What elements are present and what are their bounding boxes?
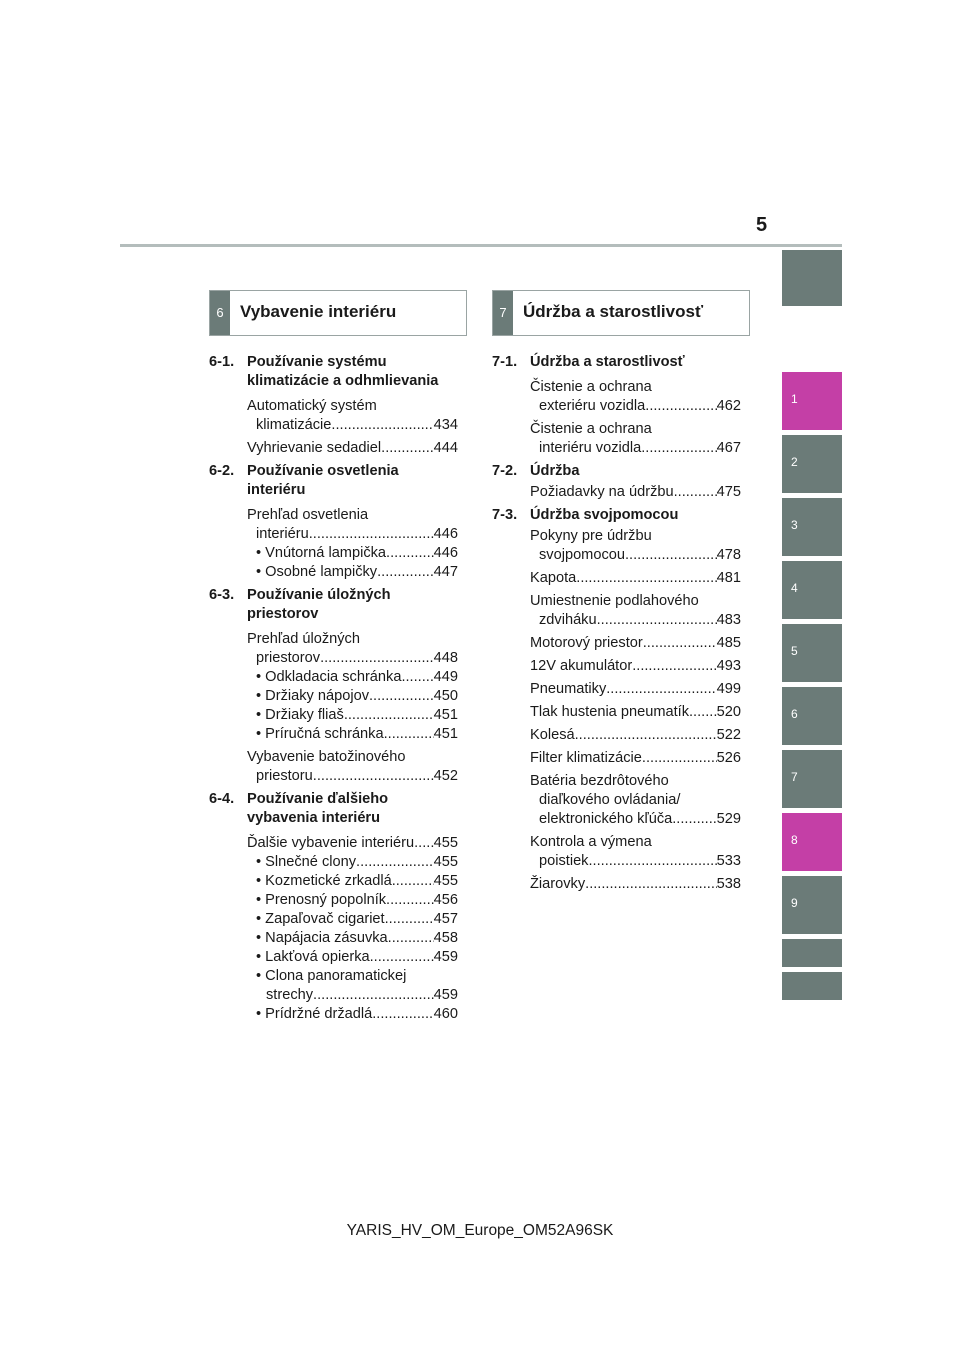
toc-entry[interactable]: Prehľad úložných priestorov ..... 448 [247, 630, 458, 668]
chapter-tab-5[interactable]: 5 [782, 624, 842, 682]
toc-entry[interactable]: Tlak hustenia pneumatík ..... 520 [530, 703, 741, 722]
chapter-tab-1[interactable]: 1 [782, 372, 842, 430]
toc-subentry[interactable]: • Slnečné clony ..... 455 [247, 853, 458, 872]
chapter-tab-2[interactable]: 2 [782, 435, 842, 493]
section-title: Vybavenie interiéru [240, 302, 397, 321]
toc-heading[interactable]: 7-2. Údržba [492, 463, 580, 479]
toc-subentry[interactable]: • Prídržné držadlá ..... 460 [247, 1005, 458, 1024]
toc-entry[interactable]: Prehľad osvetlenia interiéru ..... 446 [247, 506, 458, 544]
toc-entry[interactable]: Čistenie a ochrana exteriéru vozidla ..... 462 [530, 378, 741, 416]
toc-group-6-4 [209, 790, 458, 1024]
toc-subentry[interactable]: • Držiaky nápojov ..... 450 [247, 687, 458, 706]
toc-subentry[interactable]: • Napájacia zásuvka ..... 458 [247, 929, 458, 948]
toc-entry[interactable]: Vyhrievanie sedadiel ..... 444 [247, 439, 458, 458]
page-number: 5 [756, 214, 768, 236]
toc-entry[interactable]: Automatický systém klimatizácie ..... 434 [247, 397, 458, 435]
section-number-badge: 7 [493, 291, 513, 335]
toc-entry[interactable]: Pneumatiky ..... 499 [530, 680, 741, 699]
toc-entry[interactable]: 12V akumulátor ..... 493 [530, 657, 741, 676]
chapter-tab-blank-bottom-2[interactable] [782, 972, 842, 1000]
toc-entry[interactable]: Žiarovky ..... 538 [530, 875, 741, 894]
toc-entry[interactable]: Kontrola a výmena poistiek ..... 533 [530, 833, 741, 871]
chapter-tab-3[interactable]: 3 [782, 498, 842, 556]
toc-entry[interactable]: Kolesá ..... 522 [530, 726, 741, 745]
toc-subentry[interactable]: • Kozmetické zrkadlá ..... 455 [247, 872, 458, 891]
toc-heading[interactable]: 6-4. Používanie ďalšieho vybavenia interiéru [209, 791, 389, 826]
document-code-footer: YARIS_HV_OM_Europe_OM52A96SK [346, 1222, 614, 1239]
chapter-tab-4[interactable]: 4 [782, 561, 842, 619]
toc-entry[interactable]: Vybavenie batožinového priestoru ..... 452 [247, 748, 458, 786]
toc-group-6-3 [209, 586, 458, 786]
section-header-7 [492, 290, 750, 336]
toc-heading[interactable]: 6-3. Používanie úložných priestorov [209, 587, 391, 622]
toc-subentry[interactable]: • Zapaľovač cigariet ..... 457 [247, 910, 458, 929]
chapter-tab-8[interactable]: 8 [782, 813, 842, 871]
toc-heading[interactable]: 7-3. Údržba svojpomocou [492, 507, 679, 523]
toc-heading[interactable]: 6-2. Používanie osvetlenia interiéru [209, 463, 399, 498]
chapter-tab-9[interactable]: 9 [782, 876, 842, 934]
chapter-tab-blank-bottom-1[interactable] [782, 939, 842, 967]
toc-subentry[interactable]: • Prenosný popolník ..... 456 [247, 891, 458, 910]
section-number-badge: 6 [210, 291, 230, 335]
toc-column-7 [492, 353, 741, 898]
toc-subentry[interactable]: • Vnútorná lampička ..... 446 [247, 544, 458, 563]
chapter-tab-6[interactable]: 6 [782, 687, 842, 745]
toc-entry[interactable]: Filter klimatizácie ..... 526 [530, 749, 741, 768]
toc-entry[interactable]: Ďalšie vybavenie interiéru ..... 455 [247, 834, 458, 853]
toc-group-6-1 [209, 353, 458, 458]
toc-subentry[interactable]: • Príručná schránka ..... 451 [247, 725, 458, 744]
toc-entry[interactable]: Pokyny pre údržbu svojpomocou ..... 478 [530, 527, 741, 565]
toc-column-6 [209, 353, 458, 1028]
toc-group-6-2 [209, 462, 458, 582]
section-title: Údržba a starostlivosť [523, 302, 704, 321]
toc-subentry[interactable]: • Clona panoramatickej strechy ..... 459 [247, 967, 458, 1005]
toc-group-7-1 [492, 353, 741, 458]
toc-entry[interactable]: Umiestnenie podlahového zdviháku ..... 483 [530, 592, 741, 630]
toc-heading[interactable]: 7-1. Údržba a starostlivosť [492, 354, 685, 370]
toc-entry[interactable]: Batéria bezdrôtového diaľkového ovládania/ elektronického kľúča ..... 529 [530, 772, 741, 829]
toc-heading[interactable]: 6-1. Používanie systému klimatizácie a odhmlievania [209, 354, 439, 389]
toc-entry[interactable]: Čistenie a ochrana interiéru vozidla ..... 467 [530, 420, 741, 458]
section-header-6 [209, 290, 467, 336]
toc-subentry[interactable]: • Odkladacia schránka ..... 449 [247, 668, 458, 687]
toc-group-7-3 [492, 506, 741, 894]
toc-entry[interactable]: Požiadavky na údržbu ..... 475 [530, 483, 741, 502]
toc-subentry[interactable]: • Držiaky fliaš ..... 451 [247, 706, 458, 725]
chapter-tab-blank-top[interactable] [782, 250, 842, 306]
toc-entry[interactable]: Motorový priestor ..... 485 [530, 634, 741, 653]
toc-subentry[interactable]: • Lakťová opierka ..... 459 [247, 948, 458, 967]
chapter-tab-7[interactable]: 7 [782, 750, 842, 808]
toc-entry[interactable]: Kapota ..... 481 [530, 569, 741, 588]
toc-group-7-2 [492, 462, 741, 502]
header-rule [120, 244, 842, 247]
toc-subentry[interactable]: • Osobné lampičky ..... 447 [247, 563, 458, 582]
